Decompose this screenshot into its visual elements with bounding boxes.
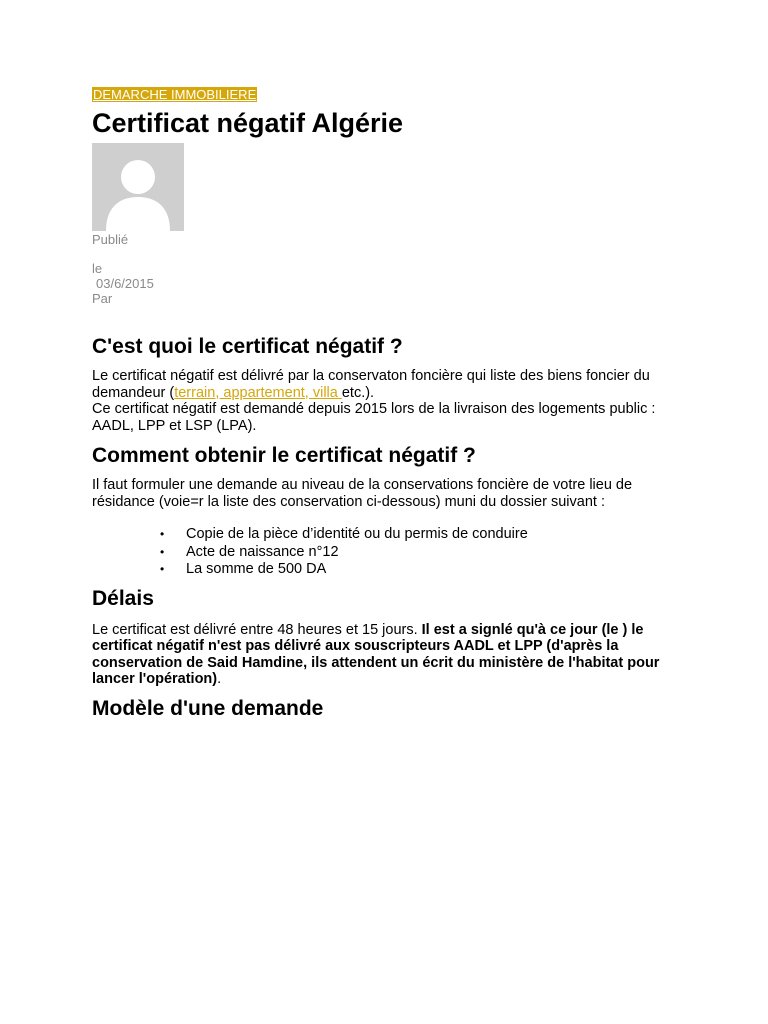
page-title: Certificat négatif Algérie [92,108,404,138]
post-meta [92,232,672,306]
property-types-link[interactable]: terrain, appartement, villa [174,384,342,401]
date-prefix: le [92,261,103,276]
author-prefix: Par [92,291,113,306]
text: Le certificat négatif est délivré par la conservaton foncière qui liste des biens foncier du demandeur ( [92,368,650,401]
article [92,86,672,722]
list-item: • La somme de 500 DA [186,561,672,579]
category-link[interactable]: DEMARCHE IMMOBILIERE [93,87,257,102]
list-item: • Acte de naissance n°12 [186,544,672,562]
text: Le certificat est délivré entre 48 heures et 15 jours. [92,621,422,638]
section-what-paragraph-2: Ce certificat négatif est demandé depuis 2015 lors de la livraison des logements public : AADL, LPP et LSP (LPA). [92,401,656,434]
published-label: Publié [92,232,129,247]
section-how-intro: Il faut formuler une demande au niveau de la conservations foncière de votre lieu de résidance (voie=r la liste des conservation ci-dessous) muni du dossier suivant : [92,477,633,510]
text-bold: Il est a signlé qu'à ce jour (le ) le certificat négatif n'est pas délivré aux souscripteurs AADL et LPP (d'après la conservation de Said Hamdine, ils attendent un écrit du ministère de l'habitat pour lancer l'opération) [92,621,660,687]
section-delays-paragraph [92,622,672,688]
avatar-placeholder-icon [92,143,184,231]
document-list [92,526,672,579]
section-heading-model: Modèle d'une demande [92,696,324,720]
section-what-paragraph [92,368,672,401]
section-heading-what: C'est quoi le certificat négatif ? [92,335,403,358]
text: etc.). [341,384,375,401]
section-heading-how: Comment obtenir le certificat négatif ? [92,444,476,467]
list-item: • Copie de la pièce d’identité ou du permis de conduire [186,526,672,544]
text: . [217,671,222,687]
post-date: 03/6/2015 [96,276,154,291]
section-heading-delays: Délais [92,586,154,610]
